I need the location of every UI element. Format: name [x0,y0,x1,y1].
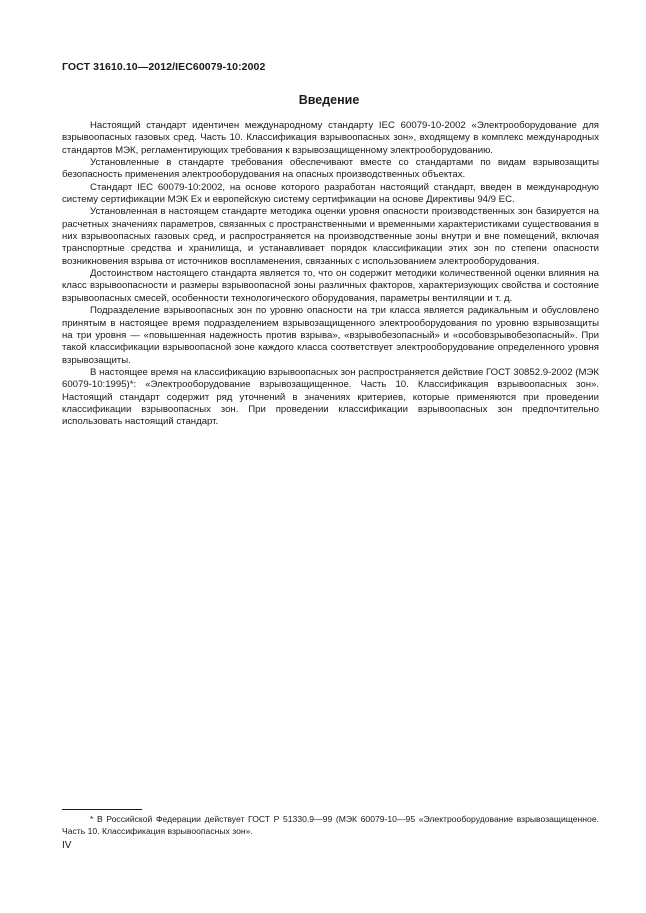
paragraph: Подразделение взрывоопасных зон по уровню опасности на три класса является радикальным и обусловлено принятым в настоящее время подразделением взрывозащищенного электрооборудования по уровню взрывозащиты на три уровня — «повышенная надежность против взрыва», «взрывобезопасный» и «особовзрывобезопасный». При такой классификации взрывоопасной зоне каждого класса соответствует электрооборудование определенного уровня взрывозащиты. [62,305,599,366]
paragraph: Достоинством настоящего стандарта является то, что он содержит методики количественной оценки влияния на класс взрывоопасности и размеры взрывоопасной зоны различных факторов, характеризующих свойства и состояние взрывоопасных смесей, особенности технологического оборудования, параметры вентиляции и т. д. [62,268,599,304]
section-title: Введение [298,93,360,107]
page-number: IV [62,840,72,851]
footnote [62,813,599,837]
paragraph: Настоящий стандарт идентичен международному стандарту IEC 60079-10-2002 «Электрооборудование для взрывоопасных газовых сред. Часть 10. Классификация взрывоопасных зон», входящему в комплекс международных стандартов МЭК, регламентирующих требования к взрывозащищенному электрооборудованию. [62,120,599,156]
document-header: ГОСТ 31610.10—2012/IEC60079-10:2002 [62,61,266,73]
footnote-text: * В Российской Федерации действует ГОСТ Р 51330.9—99 (МЭК 60079-10—95 «Электрооборудование взрывозащищенное. Часть 10. Классификация взрывоопасных зон». [62,814,599,836]
body-text [62,120,599,429]
paragraph: В настоящее время на классификацию взрывоопасных зон распространяется действие ГОСТ 30852.9-2002 (МЭК 60079-10:1995)*: «Электрооборудование взрывозащищенное. Часть 10. Классификация взрывоопасных зон». Настоящий стандарт содержит ряд уточнений в значениях критериев, которые применяются при проведении классификации взрывоопасных зон. При проведении классификации взрывоопасных зон предпочтительно использовать настоящий стандарт. [62,366,599,428]
paragraph: Установленная в настоящем стандарте методика оценки уровня опасности производственных зон базируется на расчетных значениях параметров, связанных с пространственными и временными характеристиками существования в них взрывоопасных газовых сред, и распространяется на производственные зоны внутри и вне помещений, включая транспортные средства и хранилища, и устанавливает порядок классификации этих зон по степени опасности возникновения взрыва от источников воспламенения, связанных с использованием электрооборудования. [62,206,599,267]
paragraph: Установленные в стандарте требования обеспечивают вместе со стандартами по видам взрывозащиты безопасность применения электрооборудования на опасных производственных объектах. [62,157,599,181]
footnote-separator [62,809,142,810]
paragraph: Стандарт IEC 60079-10:2002, на основе которого разработан настоящий стандарт, введен в международную систему сертификации МЭК Ex и европейскую систему сертификации на основе Директивы 94/9 ЕС. [62,181,599,206]
